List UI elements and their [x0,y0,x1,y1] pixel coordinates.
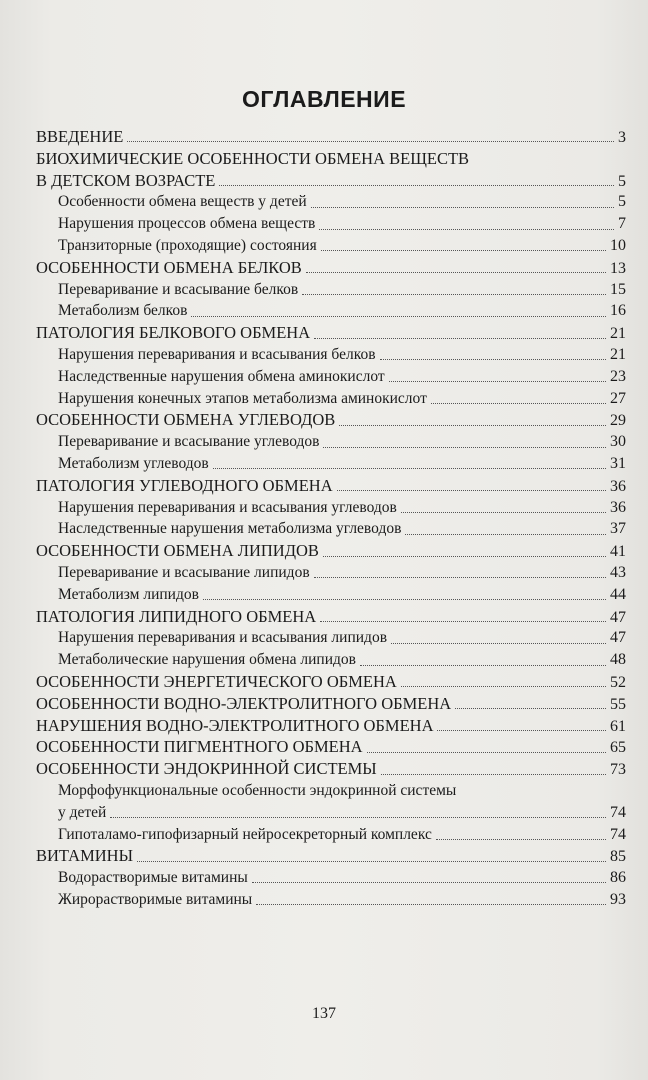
toc-entry-title: у детей [58,803,107,821]
toc-entry [36,191,626,213]
dot-leader [314,577,606,578]
toc-entry-page: 10 [610,236,626,254]
toc-entry-title: Водорастворимые витамины [58,869,248,887]
toc-entry [36,322,626,344]
toc-entry [36,758,626,780]
dot-leader [437,730,606,731]
toc-entry [36,300,626,322]
toc-entry [36,540,626,562]
toc-entry-page: 29 [610,412,626,430]
toc-entry-title: Наследственные нарушения метаболизма углеводов [58,520,402,538]
dot-leader [256,904,606,905]
dot-leader [306,272,606,273]
dot-leader [405,534,606,535]
dot-leader [203,599,606,600]
dot-leader [319,229,614,230]
toc-entry [36,584,626,606]
toc-entry-page: 74 [610,825,626,843]
dot-leader [302,294,606,295]
toc-entry [36,889,626,911]
dot-leader [381,774,606,775]
toc-entry-title: ПАТОЛОГИЯ ЛИПИДНОГО ОБМЕНА [36,606,317,626]
toc-entry [36,867,626,889]
toc-entry-title: ПАТОЛОГИЯ БЕЛКОВОГО ОБМЕНА [36,323,311,343]
toc-entry [36,366,626,388]
toc-entry-title: Жирорастворимые витамины [58,890,253,908]
toc-entry-title: Нарушения процессов обмена веществ [58,215,316,233]
toc-entry [36,475,626,497]
dot-leader [380,359,606,360]
toc-entry [36,148,626,170]
toc-entry-title: Нарушения переваривания и всасывания углеводов [58,498,397,516]
dot-leader [455,708,606,709]
toc-entry-page: 30 [610,433,626,451]
toc-entry [36,257,626,279]
toc-entry-page: 55 [610,695,626,713]
toc-entry [36,213,626,235]
toc-entry-page: 47 [610,608,626,626]
toc-entry [36,409,626,431]
toc-entry [36,824,626,846]
toc-entry-page: 23 [610,367,626,385]
toc-entry [36,453,626,475]
toc-entry-page: 5 [618,193,626,211]
toc-entry-page: 47 [610,629,626,647]
dot-leader [321,250,606,251]
toc-entry [36,671,626,693]
toc-entry-page: 73 [610,761,626,779]
toc-entry-title: ВИТАМИНЫ [36,846,133,866]
dot-leader [360,665,606,666]
toc-entry [36,802,626,824]
toc-entry [36,845,626,867]
toc-entry [36,518,626,540]
toc-entry-page: 31 [610,454,626,472]
toc-entry-title: ОСОБЕННОСТИ ОБМЕНА БЕЛКОВ [36,257,302,277]
page-number: 137 [312,1005,336,1022]
toc-entry-page: 65 [610,739,626,757]
toc-entry-page: 52 [610,673,626,691]
toc-entry [36,693,626,715]
toc-entry-title: БИОХИМИЧЕСКИЕ ОСОБЕННОСТИ ОБМЕНА ВЕЩЕСТВ [36,148,470,168]
dot-leader [219,185,614,186]
dot-leader [252,882,606,883]
toc-entry [36,649,626,671]
dot-leader [323,556,606,557]
toc-entry-page: 37 [610,520,626,538]
toc-entry-title: Морфофункциональные особенности эндокринной системы [58,781,457,799]
toc-entry [36,562,626,584]
toc-entry-page: 93 [610,890,626,908]
toc-entry-page: 15 [610,280,626,298]
dot-leader [401,512,606,513]
toc-entry-title: НАРУШЕНИЯ ВОДНО-ЭЛЕКТРОЛИТНОГО ОБМЕНА [36,715,434,735]
toc-entry [36,279,626,301]
dot-leader [127,141,614,142]
toc-entry-title: Переваривание и всасывание белков [58,280,299,298]
toc-entry [36,344,626,366]
dot-leader [339,425,606,426]
dot-leader [314,338,606,339]
page-title: ОГЛАВЛЕНИЕ [241,86,407,112]
dot-leader [323,447,606,448]
toc-entry [36,235,626,257]
dot-leader [110,817,606,818]
toc-entry-title: ОСОБЕННОСТИ ОБМЕНА УГЛЕВОДОВ [36,410,336,430]
toc-entry-page: 16 [610,302,626,320]
toc-entry-title: Особенности обмена веществ у детей [58,193,307,211]
dot-leader [401,686,606,687]
toc-entry-title: Нарушения переваривания и всасывания липидов [58,629,388,647]
toc-entry-page: 27 [610,389,626,407]
toc-entry-page: 7 [618,215,626,233]
toc-entry-title: ПАТОЛОГИЯ УГЛЕВОДНОГО ОБМЕНА [36,475,333,495]
toc-entry [36,170,626,192]
dot-leader [337,490,606,491]
toc-entry-title: В ДЕТСКОМ ВОЗРАСТЕ [36,170,216,190]
toc-entry [36,497,626,519]
toc-entry-title: Метаболизм белков [58,302,188,320]
dot-leader [213,468,606,469]
toc-entry-page: 48 [610,651,626,669]
toc-entry-page: 13 [610,259,626,277]
toc-entry [36,780,626,802]
toc-entry-title: ОСОБЕННОСТИ ОБМЕНА ЛИПИДОВ [36,541,319,561]
toc-entry-title: Метаболические нарушения обмена липидов [58,651,356,669]
toc-entry-page: 43 [610,563,626,581]
toc-entry-page: 61 [610,717,626,735]
toc-entry [36,606,626,628]
table-of-contents [36,126,626,911]
dot-leader [391,643,606,644]
toc-entry-title: ОСОБЕННОСТИ ЭНДОКРИННОЙ СИСТЕМЫ [36,759,377,779]
toc-entry-title: Метаболизм углеводов [58,454,209,472]
toc-entry-title: Транзиторные (проходящие) состояния [58,236,317,254]
toc-entry [36,627,626,649]
toc-entry-page: 21 [610,325,626,343]
toc-entry [36,431,626,453]
dot-leader [137,861,606,862]
toc-entry-page: 21 [610,345,626,363]
toc-entry-title: Переваривание и всасывание углеводов [58,433,320,451]
toc-entry-title: ОСОБЕННОСТИ ВОДНО-ЭЛЕКТРОЛИТНОГО ОБМЕНА [36,693,452,713]
dot-leader [311,207,614,208]
toc-entry-page: 85 [610,848,626,866]
toc-entry-page: 74 [610,803,626,821]
toc-entry [36,736,626,758]
toc-entry-page: 44 [610,585,626,603]
toc-entry-title: Нарушения переваривания и всасывания белков [58,345,376,363]
toc-entry-page: 3 [618,129,626,146]
dot-leader [191,316,606,317]
toc-entry-page: 41 [610,543,626,561]
toc-entry-page: 86 [610,869,626,887]
toc-entry-title: ВВЕДЕНИЕ [36,127,124,146]
toc-entry-title: ОСОБЕННОСТИ ЭНЕРГЕТИЧЕСКОГО ОБМЕНА [36,671,397,691]
dot-leader [389,381,606,382]
toc-entry-title: Наследственные нарушения обмена аминокислот [58,367,385,385]
dot-leader [436,839,606,840]
toc-entry-title: ОСОБЕННОСТИ ПИГМЕНТНОГО ОБМЕНА [36,737,363,757]
toc-entry-title: Гипоталамо-гипофизарный нейросекреторный комплекс [58,825,432,843]
toc-entry-title: Метаболизм липидов [58,585,199,603]
dot-leader [431,403,606,404]
toc-entry-title: Переваривание и всасывание липидов [58,563,310,581]
toc-entry [36,388,626,410]
toc-entry [36,126,626,148]
dot-leader [320,621,606,622]
dot-leader [367,752,606,753]
toc-entry-page: 36 [610,477,626,495]
toc-entry-title: Нарушения конечных этапов метаболизма аминокислот [58,389,427,407]
toc-entry-page: 36 [610,498,626,516]
toc-entry-page: 5 [618,172,626,190]
toc-entry [36,715,626,737]
